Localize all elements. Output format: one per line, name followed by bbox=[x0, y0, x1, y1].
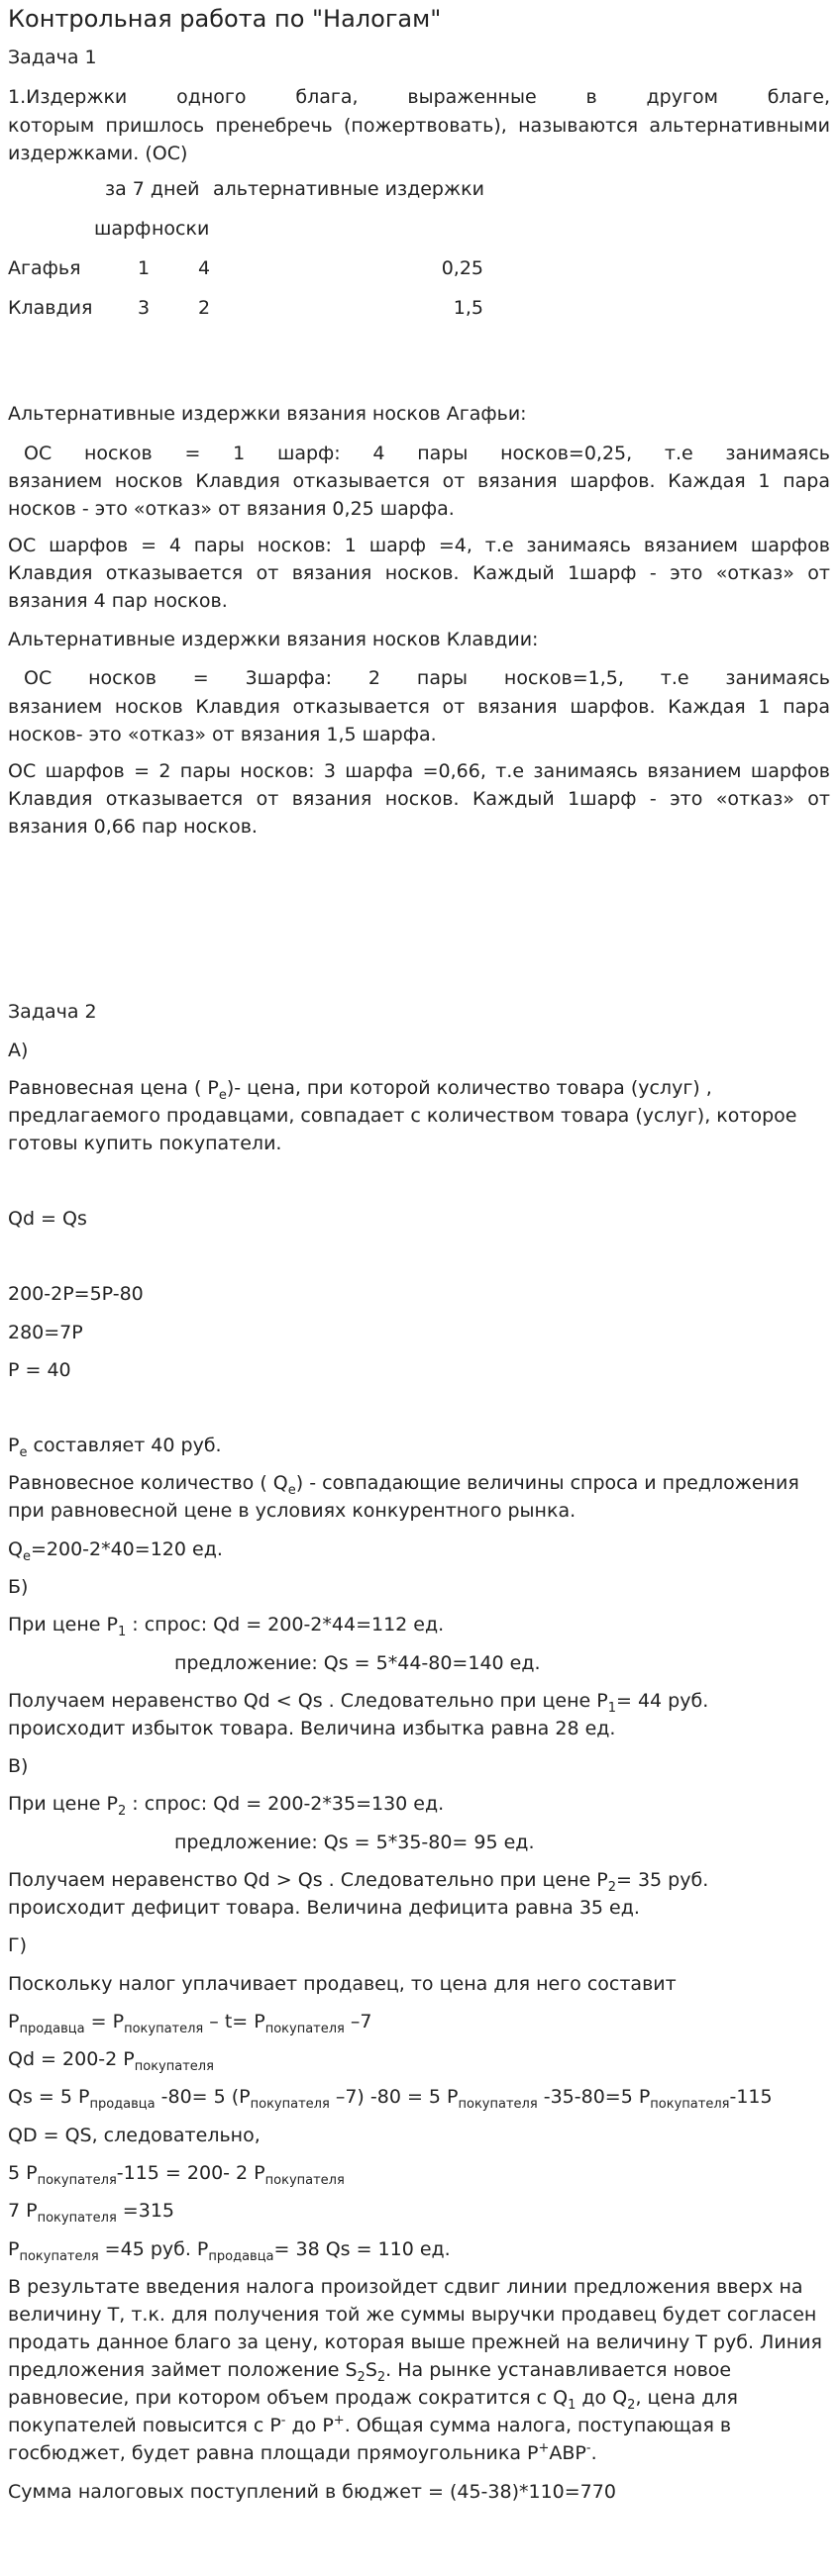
pe-result: $P_e$ составляет 40 руб. bbox=[8, 1435, 222, 1460]
g-paragraph-line3: продать данное благо за цену, которая выше прежней на величину T руб. Линия bbox=[8, 2331, 822, 2353]
klavdia-p1-line1: ОС носков = 3шарфа: 2 пары носков=1,5, т.е занимаясь bbox=[24, 667, 830, 689]
g-paragraph-line5: равновесие, при котором объем продаж сократится с $Q_1$ до $Q_2$, цена для bbox=[8, 2387, 738, 2413]
agafya-p2-line2: Клавдия отказывается от вязания носков. Каждый 1шарф - это «отказ» от bbox=[8, 562, 830, 584]
qe-result: $Q_e=200-2*40=120$ ед. bbox=[8, 1538, 223, 1564]
task1-def-line2: которым пришлось пренебречь (пожертвовать), называются альтернативными bbox=[8, 115, 830, 137]
b-conclusion-line2: происходит избыток товара. Величина избытка равна 28 ед. bbox=[8, 1718, 616, 1739]
tax-revenue-sum: Сумма налоговых поступлений в бюджет = (45-38)*110=770 bbox=[8, 2481, 616, 2503]
table-row-oc: 1,5 bbox=[453, 297, 483, 319]
formula-step: 280=7P bbox=[8, 1322, 83, 1343]
formula-price: P = 40 bbox=[8, 1359, 71, 1381]
agafya-heading: Альтернативные издержки вязания носков Агафьи: bbox=[8, 403, 527, 425]
agafya-p2-line1: ОС шарфов = 4 пары носков: 1 шарф =4, т.е занимаясь вязанием шарфов bbox=[8, 535, 830, 556]
v-conclusion-line2: происходит дефицит товара. Величина дефицита равна 35 ед. bbox=[8, 1897, 640, 1919]
agafya-p1-line1: ОС носков = 1 шарф: 4 пары носков=0,25, т.е занимаясь bbox=[24, 443, 830, 464]
v-demand-line: При цене $P_2$ : спрос: Qd = 200-2*35=130 ед. bbox=[8, 1793, 445, 1819]
eq-price-def-line3: готовы купить покупатели. bbox=[8, 1133, 282, 1154]
section-a-label: А) bbox=[8, 1040, 29, 1061]
agafya-p1-line2: вязанием носков Клавдия отказывается от вязания шарфов. Каждая 1 пара bbox=[8, 470, 830, 492]
v-supply-line: предложение: Qs = 5*35-80= 95 ед. bbox=[174, 1832, 535, 1853]
table-row-scarf: 3 bbox=[138, 297, 151, 319]
g-equation-line: 5 $P_{покупателя}-115 = 200-$ 2 $P_{покупателя}$ bbox=[8, 2162, 345, 2188]
g-intro-line: Поскольку налог уплачивает продавец, то цена для него составит bbox=[8, 1973, 677, 1995]
task2-heading: Задача 2 bbox=[8, 1001, 97, 1023]
v-conclusion-line1: Получаем неравенство Qd > Qs . Следовательно при цене $P_2= 35$ руб. bbox=[8, 1869, 709, 1895]
g-result-line: $P_{покупателя} =45$ руб. $P_{продавца}= 38$ Qs = 110 ед. bbox=[8, 2238, 451, 2264]
b-supply-line: предложение: Qs = 5*44-80=140 ед. bbox=[174, 1652, 541, 1674]
g-paragraph-line4: предложения займет положение $S_2S_2$. На рынке устанавливается новое bbox=[8, 2359, 732, 2385]
g-solve-line: 7 $P_{покупателя} =315$ bbox=[8, 2200, 174, 2226]
g-demand-formula: Qd = 200-2 $P_{покупателя}$ bbox=[8, 2048, 214, 2074]
klavdia-p2-line2: Клавдия отказывается от вязания носков. Каждый 1шарф - это «отказ» от bbox=[8, 788, 830, 810]
table-row-socks: 4 bbox=[198, 257, 211, 279]
g-paragraph-line2: величину T, т.к. для получения той же суммы выручки продавец будет согласен bbox=[8, 2304, 817, 2326]
agafya-p1-line3: носков - это «отказ» от вязания 0,25 шарфа. bbox=[8, 498, 455, 520]
eq-price-def-line1: Равновесная цена ( $P_e)-$ цена, при которой количество товара (услуг) , bbox=[8, 1077, 712, 1103]
klavdia-heading: Альтернативные издержки вязания носков Клавдии: bbox=[8, 629, 539, 650]
g-supply-formula: Qs = 5 $P_{продавца}$ -80= 5 ($P_{покупателя}$ –7) -80 = 5 $P_{покупателя}$ -35-80=5 $P_{покупателя}-115$ bbox=[8, 2086, 773, 2112]
formula-qd-qs: Qd = Qs bbox=[8, 1208, 87, 1230]
page-title: Контрольная работа по "Налогам" bbox=[8, 5, 442, 33]
klavdia-p2-line3: вязания 0,66 пар носков. bbox=[8, 816, 258, 838]
table-row-name: Клавдия bbox=[8, 297, 93, 319]
table-row-socks: 2 bbox=[198, 297, 211, 319]
eq-price-def-line2: предлагаемого продавцами, совпадает с количеством товара (услуг), которое bbox=[8, 1105, 797, 1127]
section-g-label: Г) bbox=[8, 1934, 27, 1956]
task1-def-line3: издержками. (ОС) bbox=[8, 143, 188, 164]
g-seller-price: $P_{продавца} = P_{покупателя} - t= P_{покупателя}$ –7 bbox=[8, 2011, 372, 2036]
eq-quantity-def-line2: при равновесной цене в условиях конкурентного рынка. bbox=[8, 1500, 577, 1522]
b-demand-line: При цене $P_1$ : спрос: Qd = 200-2*44=112 ед. bbox=[8, 1614, 445, 1639]
g-paragraph-line6: покупателей повысится с P- до P+. Общая сумма налога, поступающая в bbox=[8, 2413, 732, 2436]
task1-def-line1: 1.Издержки одного блага, выраженные в другом благе, bbox=[8, 86, 830, 108]
klavdia-p1-line3: носков- это «отказ» от вязания 1,5 шарфа. bbox=[8, 724, 437, 745]
b-conclusion-line1: Получаем неравенство Qd < Qs . Следовательно при цене $P_1= 44$ руб. bbox=[8, 1690, 709, 1716]
formula-equation: 200-2P=5P-80 bbox=[8, 1283, 144, 1305]
task1-heading: Задача 1 bbox=[8, 47, 97, 68]
table-row-scarf: 1 bbox=[138, 257, 151, 279]
klavdia-p2-line1: ОС шарфов = 2 пары носков: 3 шарфа =0,66, т.е занимаясь вязанием шарфов bbox=[8, 760, 830, 782]
agafya-p2-line3: вязания 4 пар носков. bbox=[8, 590, 228, 612]
table-col-socks: носки bbox=[152, 218, 210, 240]
g-paragraph-line1: В результате введения налога произойдет сдвиг линии предложения вверх на bbox=[8, 2276, 803, 2298]
g-equality-line: QD = QS, следовательно, bbox=[8, 2125, 261, 2146]
eq-quantity-def-line1: Равновесное количество ( $Q_e$) - совпадающие величины спроса и предложения bbox=[8, 1472, 799, 1498]
table-header-period: за 7 дней bbox=[105, 178, 200, 200]
section-v-label: В) bbox=[8, 1755, 29, 1777]
table-row-oc: 0,25 bbox=[441, 257, 483, 279]
table-col-scarf: шарф bbox=[94, 218, 152, 240]
table-row-name: Агафья bbox=[8, 257, 81, 279]
klavdia-p1-line2: вязанием носков Клавдия отказывается от вязания шарфов. Каждая 1 пара bbox=[8, 696, 830, 718]
g-paragraph-line7: госбюджет, будет равна площади прямоугольника P+ABP-. bbox=[8, 2440, 597, 2464]
section-b-label: Б) bbox=[8, 1576, 29, 1598]
table-header-oc: альтернативные издержки bbox=[213, 178, 484, 200]
